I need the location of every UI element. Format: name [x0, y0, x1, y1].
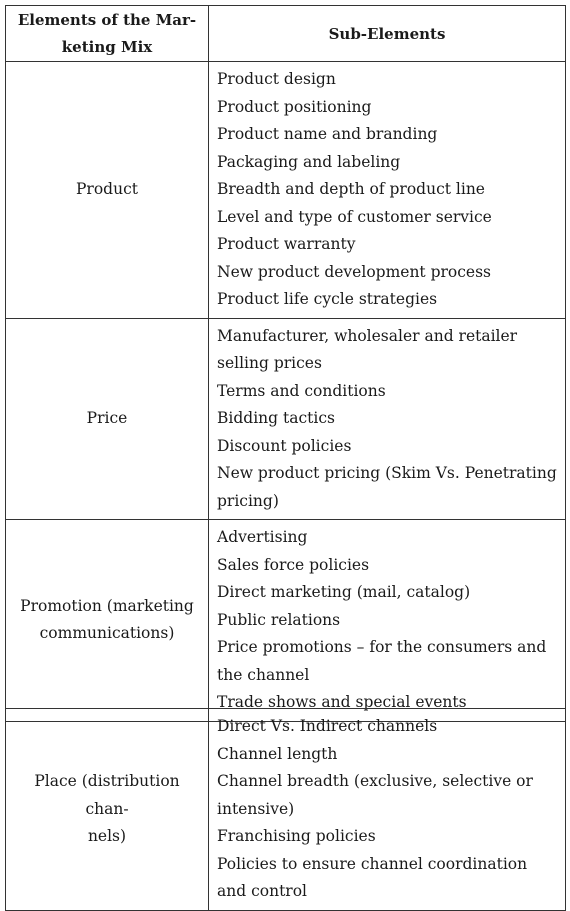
sub-elements-cell: [209, 520, 566, 722]
element-line: Promotion (marketing: [20, 596, 194, 615]
sub-element-item: Price promotions – for the consumers and the channel: [217, 638, 547, 684]
sub-element-item: Level and type of customer service: [217, 207, 492, 226]
table-row-promotion: [6, 520, 566, 722]
marketing-mix-table: [5, 5, 566, 722]
sub-element-item: Bidding tactics: [217, 409, 335, 427]
sub-element-item: Breadth and depth of product line: [217, 180, 485, 198]
sub-element-item: New product pricing (Skim Vs. Penetrating pricing): [217, 464, 557, 510]
sub-element-item: Discount policies: [217, 436, 352, 455]
element-line: Product: [76, 180, 138, 198]
sub-element-item: Product warranty: [217, 235, 356, 253]
sub-elements-cell: [209, 62, 566, 319]
sub-element-item: Sales force policies: [217, 555, 370, 574]
sub-element-item: Terms and conditions: [217, 381, 386, 400]
sub-element-item: Direct marketing (mail, catalog): [217, 583, 471, 601]
table-row-price: [6, 318, 566, 520]
element-line: Price: [86, 409, 128, 427]
element-cell: [6, 520, 209, 722]
sub-element-item: Product design: [217, 70, 336, 88]
sub-element-item: Direct Vs. Indirect channels: [217, 717, 438, 735]
sub-elements-cell: [209, 318, 566, 520]
sub-element-item: Channel length: [217, 744, 338, 763]
sub-element-item: New product development process: [217, 262, 492, 281]
sub-element-item: Manufacturer, wholesaler and retailer selling prices: [217, 326, 518, 372]
sub-element-item: Policies to ensure channel coordination and control: [217, 854, 528, 900]
sub-element-item: Product life cycle strategies: [217, 290, 438, 308]
element-line: Place (distribution chan-: [34, 772, 180, 818]
element-line: communications): [39, 624, 175, 643]
header-elements-line: Elements of the Mar-: [17, 10, 197, 29]
sub-element-item: Product positioning: [217, 97, 372, 116]
sub-elements-cell: [209, 709, 566, 911]
element-cell: [6, 62, 209, 319]
element-line: nels): [87, 827, 127, 845]
sub-element-item: Advertising: [217, 528, 308, 546]
sub-element-item: Channel breadth (exclusive, selective or intensive): [217, 772, 533, 818]
element-cell: [6, 709, 209, 911]
table-row-product: [6, 62, 566, 319]
header-sub-elements: Sub-Elements: [209, 6, 566, 62]
sub-element-item: Franchising policies: [217, 827, 376, 845]
header-row: [6, 6, 566, 62]
sub-element-item: Trade shows and special events: [217, 693, 467, 711]
sub-element-item: Public relations: [217, 610, 341, 629]
sub-element-item: Packaging and labeling: [217, 152, 401, 171]
header-elements-line: keting Mix: [61, 37, 153, 56]
element-cell: [6, 318, 209, 520]
marketing-mix-table-continued: [5, 708, 566, 911]
sub-element-item: Product name and branding: [217, 125, 438, 143]
table-row-place: [6, 709, 566, 911]
header-elements: [6, 6, 209, 62]
